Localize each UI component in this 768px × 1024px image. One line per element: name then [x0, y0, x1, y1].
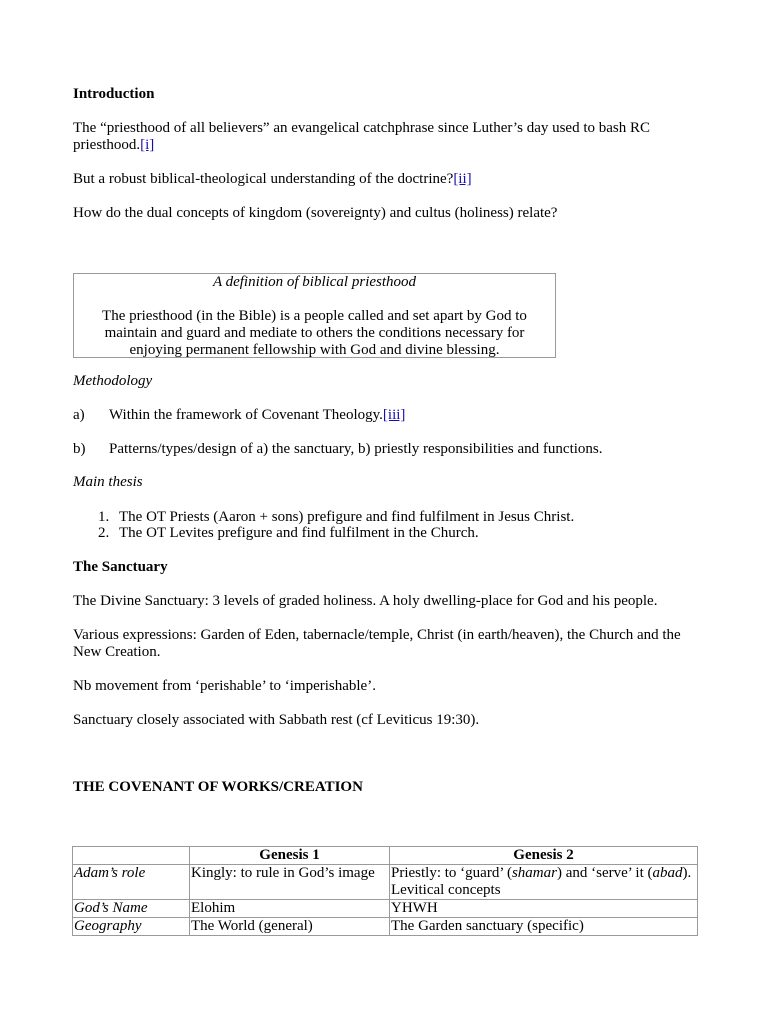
covenant-comparison-table: [72, 846, 698, 936]
sanctuary-paragraph-3: Nb movement from ‘perishable’ to ‘imperishable’.: [73, 678, 376, 694]
intro-paragraph-2: [73, 171, 472, 188]
table-cell: The World (general): [190, 918, 390, 936]
table-row-label: God’s Name: [73, 900, 190, 918]
thesis-item-number: 1.: [98, 509, 110, 525]
table-header-cell: [73, 847, 190, 865]
cell-italic-term: shamar: [511, 865, 557, 881]
table-row: [73, 900, 698, 918]
thesis-item-1: [98, 509, 574, 526]
thesis-item-2: [98, 525, 479, 542]
methodology-item-text: Within the framework of Covenant Theology.: [109, 407, 383, 423]
table-row-label: Adam’s role: [73, 865, 190, 900]
cell-text-part: ). Levitical concepts: [391, 865, 692, 898]
sanctuary-paragraph-1: The Divine Sanctuary: 3 levels of graded holiness. A holy dwelling-place for God and his people.: [73, 593, 658, 609]
cell-text-part: ) and ‘serve’ it (: [556, 865, 653, 881]
methodology-item-marker: b): [73, 441, 86, 457]
methodology-item-b: [73, 441, 603, 458]
table-cell: Kingly: to rule in God’s image: [190, 865, 390, 900]
cell-italic-term: abad: [652, 865, 683, 881]
table-cell: [390, 865, 698, 900]
main-thesis-heading: Main thesis: [73, 474, 143, 490]
thesis-item-text: The OT Priests (Aaron + sons) prefigure and find fulfilment in Jesus Christ.: [119, 509, 575, 525]
table-row: [73, 918, 698, 936]
table-cell: YHWH: [390, 900, 698, 918]
intro-paragraph-1-text: The “priesthood of all believers” an evangelical catchphrase since Luther’s day used to bash RC priesthood.: [73, 120, 651, 153]
cell-text-part: Priestly: to ‘guard’ (: [391, 865, 512, 881]
definition-box: [73, 273, 556, 358]
footnote-link-ii[interactable]: [ii]: [453, 171, 472, 187]
footnote-link-iii[interactable]: [iii]: [382, 407, 406, 423]
thesis-item-number: 2.: [98, 525, 110, 541]
table-row: [73, 865, 698, 900]
thesis-item-text: The OT Levites prefigure and find fulfilment in the Church.: [119, 525, 479, 541]
footnote-link-i[interactable]: [i]: [140, 137, 155, 153]
table-header-cell: Genesis 1: [190, 847, 390, 865]
sanctuary-paragraph-4: Sanctuary closely associated with Sabbath rest (cf Leviticus 19:30).: [73, 712, 480, 728]
sanctuary-paragraph-2: Various expressions: Garden of Eden, tabernacle/temple, Christ (in earth/heaven), the Church and the New Creation.: [73, 627, 681, 660]
definition-body: The priesthood (in the Bible) is a people called and set apart by God to maintain and guard and mediate to others the conditions necessary for enjoying permanent fellowship with God and divine blessing.: [102, 308, 527, 358]
table-header-cell: Genesis 2: [390, 847, 698, 865]
table-header-row: [73, 847, 698, 865]
methodology-item-a: [73, 407, 405, 424]
sanctuary-heading: The Sanctuary: [73, 559, 168, 575]
methodology-item-marker: a): [73, 407, 85, 423]
table-row-label: Geography: [73, 918, 190, 936]
methodology-heading: Methodology: [73, 373, 153, 389]
definition-title: A definition of biblical priesthood: [212, 274, 417, 290]
table-cell: Elohim: [190, 900, 390, 918]
intro-paragraph-2-text: But a robust biblical-theological understanding of the doctrine?: [73, 171, 454, 187]
intro-heading: Introduction: [73, 86, 155, 102]
intro-paragraph-3: How do the dual concepts of kingdom (sovereignty) and cultus (holiness) relate?: [73, 205, 558, 221]
intro-paragraph-1: [73, 120, 693, 154]
covenant-heading: THE COVENANT OF WORKS/CREATION: [73, 779, 363, 795]
table-cell: The Garden sanctuary (specific): [390, 918, 698, 936]
methodology-item-text: Patterns/types/design of a) the sanctuary, b) priestly responsibilities and functions.: [109, 441, 603, 457]
